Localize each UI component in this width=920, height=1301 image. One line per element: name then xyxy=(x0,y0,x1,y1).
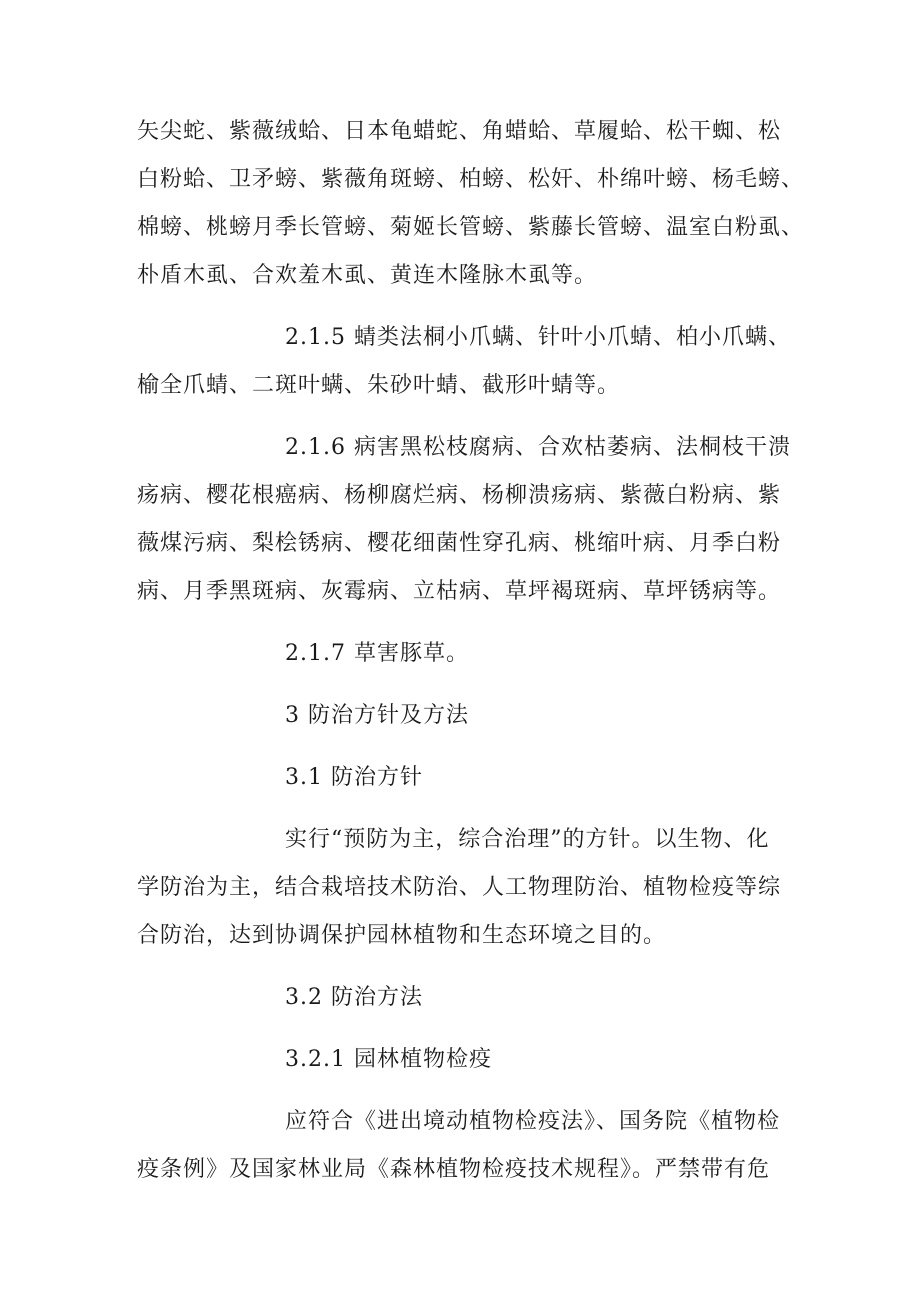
text-line: 学防治为主，结合栽培技术防治、人工物理防治、植物检疫等综 xyxy=(137,875,782,900)
paragraph-pest-list xyxy=(137,108,805,300)
text-line: 白粉蛤、卫矛螃、紫薇角斑螃、柏螃、松奸、朴绵叶螃、杨毛螃、 xyxy=(137,167,805,192)
text-line: 实行“预防为主，综合治理”的方针。以生物、化 xyxy=(285,827,770,852)
text-line: 榆全爪蜻、二斑叶螨、朱砂叶蜻、截形叶蜻等。 xyxy=(137,373,621,398)
paragraph-mites xyxy=(137,314,797,410)
text-line: 矢尖蛇、紫薇绒蛤、日本龟蜡蛇、角蜡蛤、草履蛤、松干蜘、松 xyxy=(137,119,782,144)
paragraph-weeds xyxy=(137,630,797,678)
text-line: 疫条例》及国家林业局《森林植物检疫技术规程》。严禁带有危 xyxy=(137,1157,771,1182)
paragraph-quarantine xyxy=(137,1098,797,1194)
text-line: 薇煤污病、梨桧锈病、樱花细菌性穿孔病、桃缩叶病、月季白粉 xyxy=(137,531,782,556)
text-line: 3.2.1 园林植物检疫 xyxy=(285,1047,492,1072)
text-line: 3.1 防治方针 xyxy=(285,765,423,790)
text-line: 应符合《进出境动植物检疫法》、国务院《植物检 xyxy=(285,1109,781,1134)
text-line: 3.2 防治方法 xyxy=(285,985,423,1010)
text-line: 2.1.7 草害豚草。 xyxy=(285,641,469,666)
text-line: 棉螃、桃螃月季长管螃、菊姬长管螃、紫藤长管螃、温室白粉虱、 xyxy=(137,215,805,240)
paragraph-diseases xyxy=(137,424,797,616)
section-heading-3 xyxy=(137,692,797,740)
text-line: 3 防治方针及方法 xyxy=(285,703,469,728)
text-line: 2.1.6 病害黑松枝腐病、合欢枯萎病、法桐枝干溃 xyxy=(285,435,791,460)
section-heading-3-1 xyxy=(137,754,797,802)
text-line: 朴盾木虱、合欢羞木虱、黄连木隆脉木虱等。 xyxy=(137,263,598,288)
document-body xyxy=(137,108,805,1194)
section-heading-3-2 xyxy=(137,974,797,1022)
text-line: 合防治，达到协调保护园林植物和生态环境之目的。 xyxy=(137,923,667,948)
paragraph-policy xyxy=(137,816,797,960)
section-heading-3-2-1 xyxy=(137,1036,797,1084)
text-line: 病、月季黑斑病、灰霉病、立枯病、草坪褐斑病、草坪锈病等。 xyxy=(137,579,782,604)
text-line: 疡病、樱花根癌病、杨柳腐烂病、杨柳溃疡病、紫薇白粉病、紫 xyxy=(137,483,782,508)
text-line: 2.1.5 蜻类法桐小爪螨、针叶小爪蜻、柏小爪螨、 xyxy=(285,325,791,350)
